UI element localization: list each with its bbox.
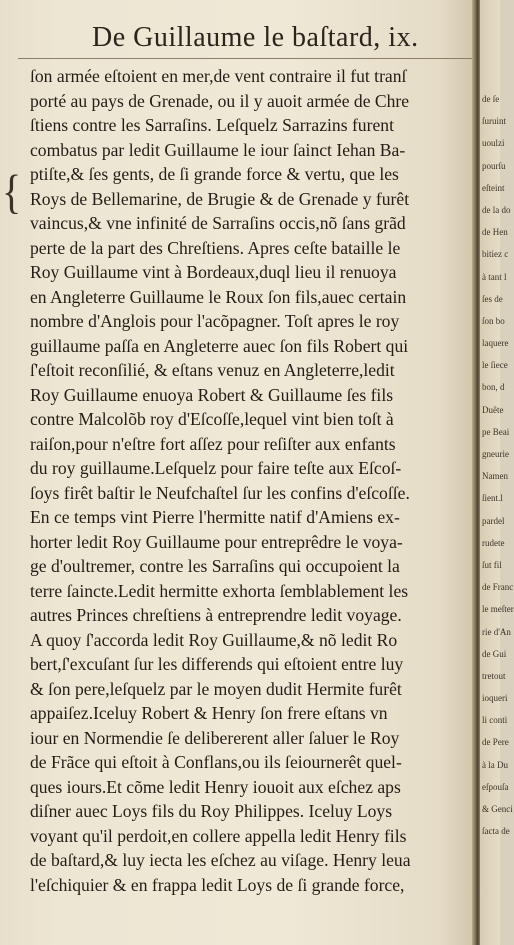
- facing-page-fragment: de Gui: [482, 648, 507, 659]
- text-line: autres Princes chreſtiens à entreprendre ledit voyage.: [30, 605, 402, 625]
- text-line: raiſon,pour n'eſtre fort aſſez pour reſiſter aux enfants: [30, 433, 396, 454]
- text-line: combatus par ledit Guillaume le iour ſainct Iehan Ba-: [30, 139, 406, 160]
- text-line: voyant qu'il perdoit,en collere appella ledit Henry fils: [30, 825, 407, 846]
- text-line: du roy guillaume.Leſquelz pour faire teſte aux Eſcoſ-: [30, 458, 402, 478]
- margin-bracket: {: [2, 164, 22, 219]
- facing-page-edge: [480, 0, 514, 945]
- text-line: & ſon pere,leſquelz par le moyen dudit Hermite furêt: [30, 678, 402, 699]
- book-gutter: [472, 0, 480, 945]
- facing-page-fragment: ſut fil: [482, 559, 502, 570]
- text-line: ques iours.Et cõme ledit Henry iouoit aux eſchez aps: [30, 776, 401, 797]
- text-line: En ce temps vint Pierre l'hermitte natif d'Amiens ex-: [30, 507, 400, 527]
- text-line: iour en Normendie ſe delibererent aller ſaluer le Roy: [30, 727, 400, 748]
- facing-page-fragment: ſuruint: [482, 116, 506, 127]
- facing-page-fragment: le ſiece: [482, 360, 508, 371]
- facing-page-fragment: eſteint: [482, 182, 505, 193]
- text-line: porté au pays de Grenade, ou il y auoit armée de Chre: [30, 90, 410, 111]
- facing-page-fragment: eſpouſa: [482, 781, 509, 792]
- text-line: A quoy ſ'accorda ledit Roy Guillaume,& nõ ledit Ro: [30, 629, 398, 650]
- facing-page-fragment: rudete: [482, 537, 505, 548]
- facing-page-fragment: & Genci: [482, 804, 513, 814]
- text-line: en Angleterre Guillaume le Roux ſon fils,auec certain: [30, 286, 407, 307]
- text-line: ge d'oultremer, contre les Sarraſins qui occupoient la: [30, 556, 400, 576]
- text-line: ptiſte,& ſes gents, de ſi grande force & vertu, que les: [30, 164, 399, 184]
- body-text: [30, 64, 470, 897]
- text-line: bert,ſ'excuſant ſur les differends qui eſtoient entre luy: [30, 654, 404, 674]
- text-line: diſner auec Loys fils du Roy Philippes. Iceluy Loys: [30, 801, 393, 821]
- facing-page-fragment: gneurie: [482, 449, 509, 459]
- text-line: ſ'eſtoit reconſilié, & eſtans venuz en Angleterre,ledit: [30, 360, 395, 380]
- facing-page-fragment: pourſu: [482, 160, 506, 171]
- facing-page-fragment: à tant l: [482, 271, 507, 282]
- facing-page-fragment: bon, d: [482, 382, 505, 393]
- facing-page-fragment: le meſter: [482, 604, 514, 615]
- facing-page-fragment: à la Du: [482, 759, 508, 770]
- facing-page-fragment: de Hen: [482, 227, 508, 238]
- text-line: Roys de Bellemarine, de Brugie & de Grenade y furêt: [30, 188, 410, 209]
- facing-page-fragment: Duête: [482, 404, 504, 415]
- facing-page-fragment: rie d'An: [482, 626, 511, 637]
- facing-page-fragment: de Franc: [482, 582, 514, 593]
- text-line: perte de la part des Chreſtiens. Apres ceſte bataille le: [30, 237, 401, 258]
- text-line: terre ſaincte.Ledit hermitte exhorta ſemblablement les: [30, 580, 409, 601]
- text-line: appaiſez.Iceluy Robert & Henry ſon frere eſtans vn: [30, 703, 388, 723]
- text-line: vaincus,& vne infinité de Sarraſins occis,nõ ſans grãd: [30, 213, 406, 233]
- facing-page-text: [480, 0, 514, 842]
- text-line: Roy Guillaume enuoya Robert & Guillaume ſes fils: [30, 384, 394, 405]
- facing-page-fragment: li conti: [482, 715, 508, 726]
- text-line: de Frãce qui eſtoit à Conflans,ou ils ſeiournerêt quel-: [30, 752, 402, 772]
- facing-page-fragment: ſes de: [482, 293, 503, 304]
- text-line: ſtiens contre les Sarraſins. Leſquelz Sarrazins furent: [30, 115, 394, 135]
- text-line: ſoys firêt baſtir le Neufchaſtel ſur les confins d'eſcoſſe.: [30, 482, 410, 503]
- text-line: horter ledit Roy Guillaume pour entreprêdre le voya-: [30, 531, 403, 552]
- facing-page-fragment: ſacta de: [482, 826, 510, 837]
- header-rule: [18, 58, 472, 59]
- facing-page-fragment: uoulzi: [482, 138, 505, 149]
- text-line: Roy Guillaume vint à Bordeaux,duql lieu il renuoya: [30, 262, 397, 282]
- facing-page-fragment: Namen: [482, 471, 508, 482]
- running-head: De Guillaume le baſtard, ix.: [92, 22, 419, 53]
- facing-page-fragment: ſon bo: [482, 315, 505, 326]
- text-line: ſon armée eſtoient en mer,de vent contraire il fut tranſ: [30, 66, 407, 86]
- text-line: guillaume paſſa en Angleterre auec ſon fils Robert qui: [30, 335, 409, 356]
- facing-page-fragment: de la do: [482, 204, 511, 215]
- facing-page-fragment: laquere: [482, 338, 509, 349]
- facing-page-fragment: de Pere: [482, 737, 509, 748]
- facing-page-fragment: ioqueri: [482, 693, 508, 704]
- text-line: de baſtard,& luy iecta les eſchez au viſage. Henry leua: [30, 850, 411, 870]
- facing-page-fragment: pe Beai: [482, 426, 510, 437]
- text-line: l'eſchiquier & en frappa ledit Loys de ſi grande force,: [30, 874, 405, 895]
- facing-page-fragment: pardel: [482, 515, 505, 526]
- facing-page-fragment: tretout: [482, 670, 506, 681]
- text-line: nombre d'Anglois pour l'acõpagner. Toſt apres le roy: [30, 311, 400, 331]
- facing-page-fragment: de ſe: [482, 94, 500, 104]
- facing-page-fragment: bitiez c: [482, 249, 509, 260]
- text-line: contre Malcolõb roy d'Eſcoſſe,lequel vint bien toſt à: [30, 409, 394, 429]
- facing-page-fragment: ſient.l: [482, 493, 503, 504]
